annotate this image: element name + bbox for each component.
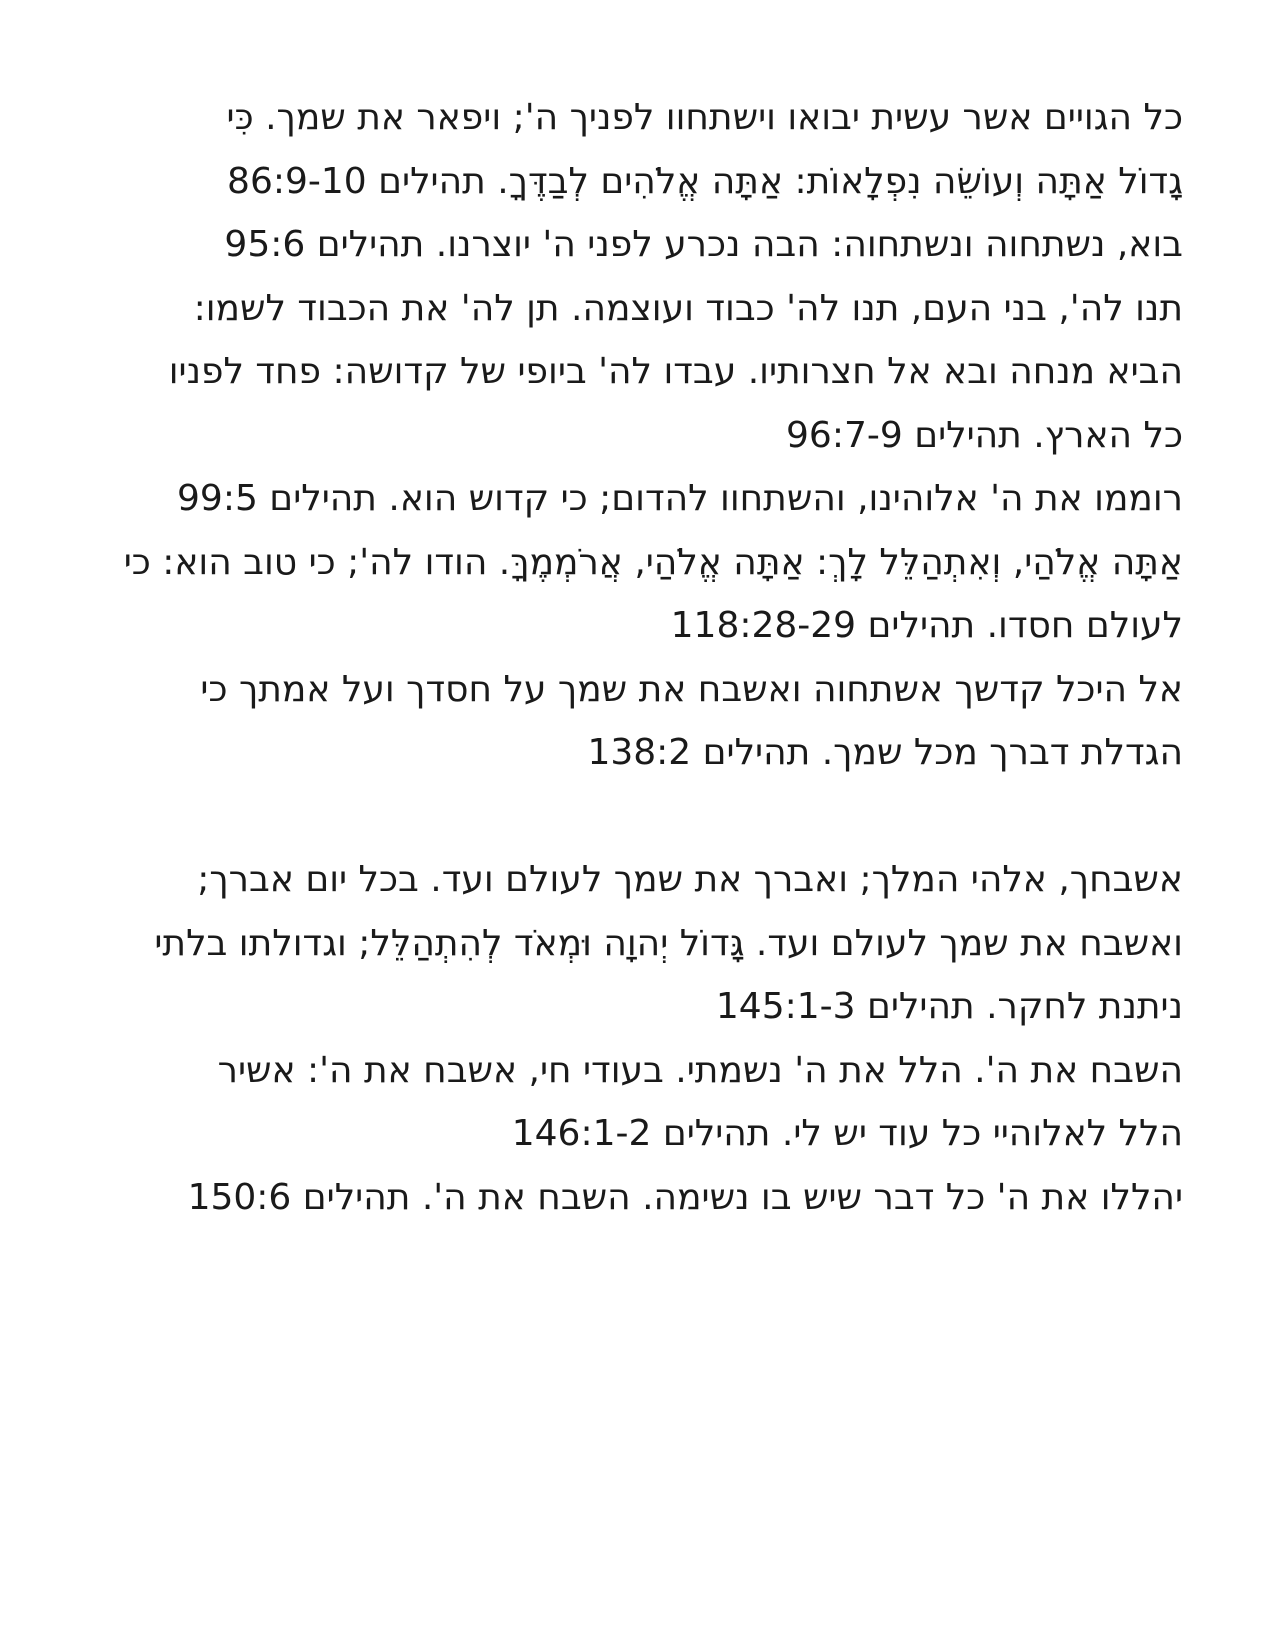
text-line: הלל לאלוהיי כל עוד יש לי. תהילים 146:1-2 [511,1113,1183,1154]
text-line: בוא, נשתחוה ונשתחוה: הבה נכרע לפני ה' יוצרנו. תהילים 95:6 [224,224,1183,265]
text-line: אל היכל קדשך אשתחוה ואשבח את שמך על חסדך ועל אמתך כי [200,668,1183,710]
text-line: הגדלת דברך מכל שמך. תהילים 138:2 [587,732,1183,773]
text-line: כל הארץ. תהילים 96:7-9 [786,414,1183,456]
document-body [90,86,1183,1229]
text-line: תנו לה', בני העם, תנו לה' כבוד ועוצמה. תן לה' את הכבוד לשמו: [193,287,1183,329]
text-line: יהללו את ה' כל דבר שיש בו נשימה. השבח את ה'. תהילים 150:6 [187,1176,1183,1218]
text-line: רוממו את ה' אלוהינו, והשתחוו להדום; כי קדוש הוא. תהילים 99:5 [177,478,1183,519]
paragraph-gap [90,785,1183,849]
text-line: לעולם חסדו. תהילים 118:28-29 [670,605,1183,646]
text-line: אַתָּה אֱלֹהַי, וְאִתְהַלֵּל לָךְ: אַתָּה אֱלֹהַי, אֲרֹמְמֶךָּ. הודו לה'; כי טוב הוא: כי [123,541,1183,583]
text-line: ואשבח את שמך לעולם ועד. גָּדוֹל יְהוָה וּמְאֹד לְהִתְהַלֵּל; וגדולתו בלתי [154,922,1183,964]
text-line: כל הגויים אשר עשית יבואו וישתחוו לפניך ה'; ויפאר את שמך. כִּי [226,97,1183,138]
text-line: הביא מנחה ובא אל חצרותיו. עבדו לה' ביופי של קדושה: פחד לפניו [168,351,1183,392]
text-line: ניתנת לחקר. תהילים 145:1-3 [715,986,1183,1027]
text-line: גָדוֹל אַתָּה וְעוֹשֵׂה נִפְלָאוֹת: אַתָּה אֱלֹהִים לְבַדֶּךָ. תהילים 86:9-10 [227,160,1183,202]
text-line: אשבחך, אלהי המלך; ואברך את שמך לעולם ועד. בכל יום אברך; [197,859,1183,900]
text-line: השבח את ה'. הלל את ה' נשמתי. בעודי חי, אשבח את ה': אשיר [217,1049,1183,1091]
